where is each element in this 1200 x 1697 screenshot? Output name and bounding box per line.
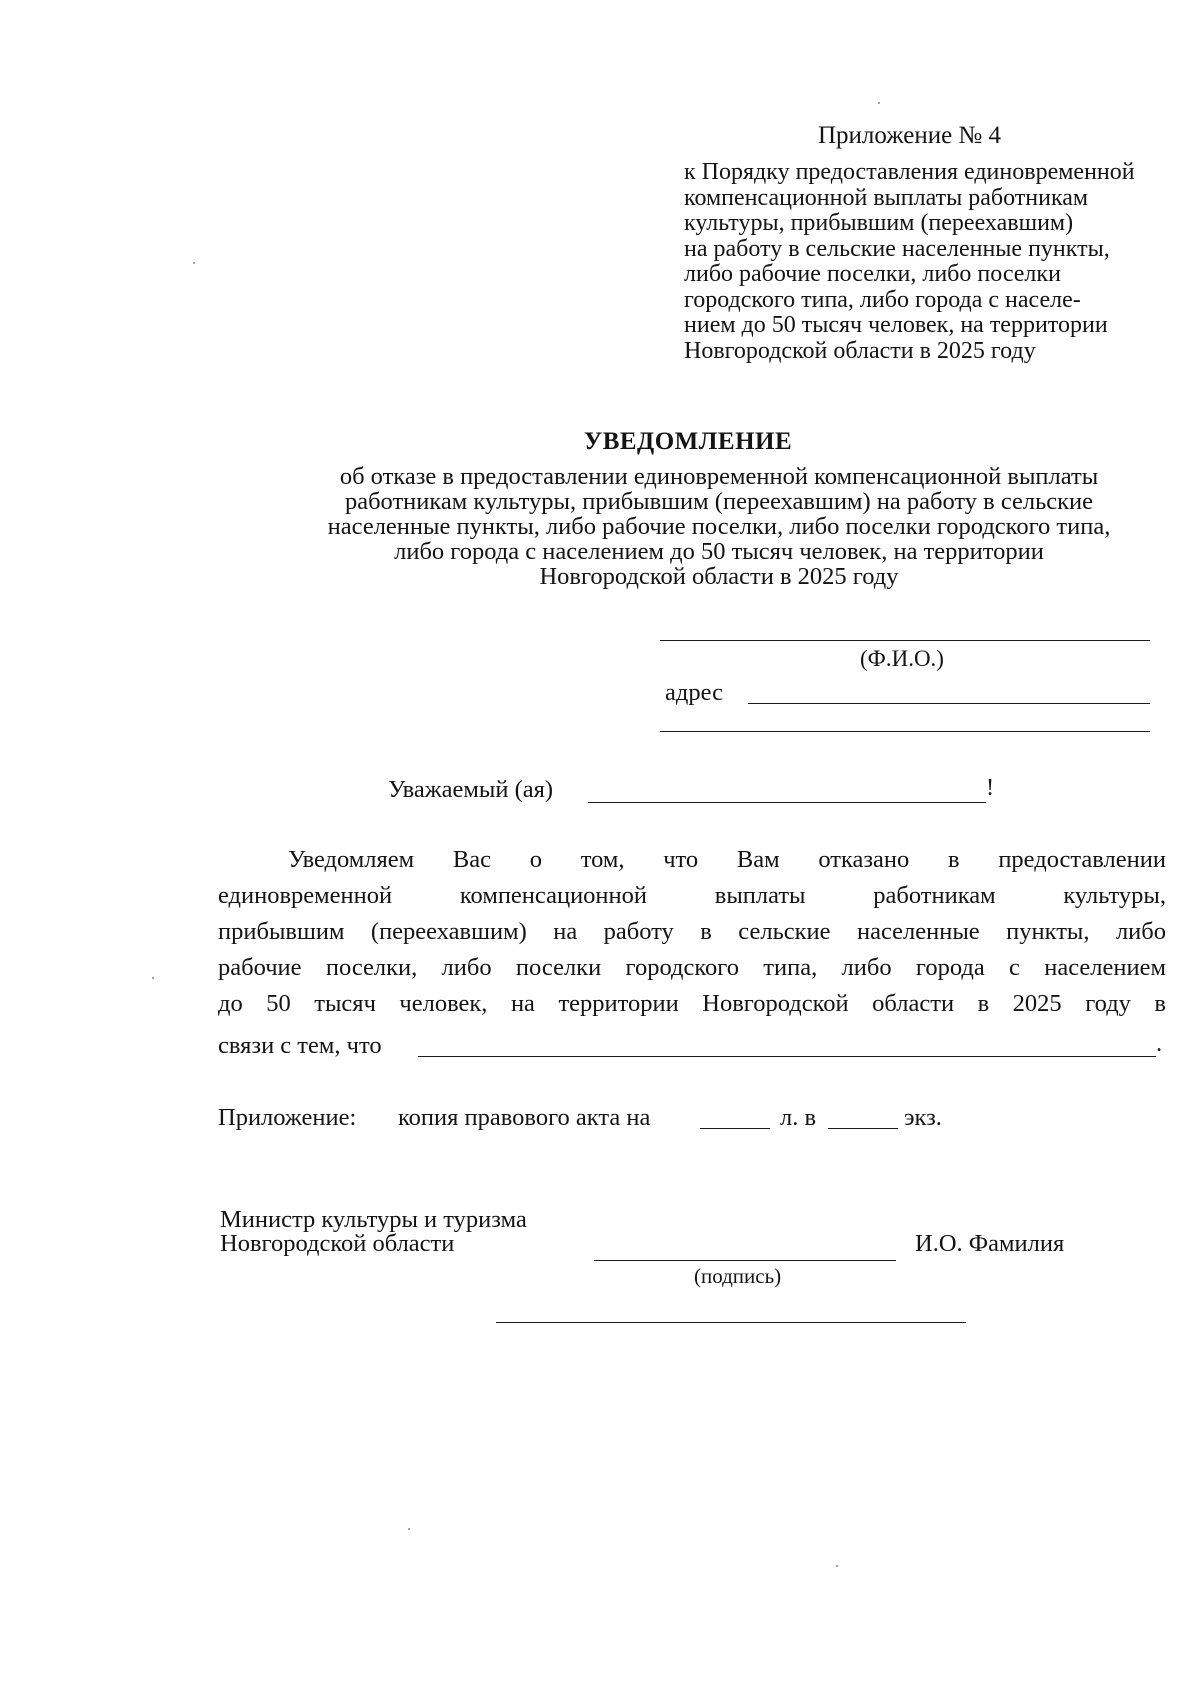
scan-speck [836,1565,838,1567]
position-line: Новгородской области [220,1230,455,1257]
bottom-rule [496,1322,966,1323]
subject-line: либо города с населением до 50 тысяч человек, на территории [394,538,1044,565]
basis-line: городского типа, либо города с населе- [684,286,1081,313]
body-line: Уведомляем Вас о том, что Вам отказано в предоставлении [288,846,1166,873]
signature-caption: (подпись) [694,1264,782,1288]
subject-line: работникам культуры, прибывшим (переехавшим) на работу в сельские [344,488,1094,515]
address-field-line-2[interactable] [660,731,1150,732]
fio-caption: (Ф.И.О.) [860,646,944,671]
document-title: УВЕДОМЛЕНИЕ [583,428,793,455]
subject-line: об отказе в предоставлении единовременной компенсационной выплаты [339,463,1099,490]
body-end-mark: . [1156,1030,1163,1057]
reason-field-line[interactable] [418,1056,1156,1057]
sheets-count-line[interactable] [700,1128,770,1129]
address-field-line[interactable] [748,703,1150,704]
basis-line: компенсационной выплаты работникам [684,184,1089,211]
copies-count-line[interactable] [828,1128,898,1129]
copies-unit: экз. [904,1104,942,1131]
basis-line: культуры, прибывшим (переехавшим) [684,210,1074,236]
body-line: до 50 тысяч человек, на территории Новгородской области в 2025 году в [218,990,1166,1017]
position-line: Министр культуры и туризма [220,1206,527,1233]
document-subject [196,464,1200,589]
signature-line[interactable] [594,1260,896,1261]
body-line: рабочие поселки, либо поселки городского типа, либо города с населением [218,954,1166,981]
notice-body [218,842,1166,1022]
scan-speck [152,977,154,979]
subject-line: населенные пункты, либо рабочие поселки, либо поселки городского типа, [327,513,1111,540]
basis-line: либо рабочие поселки, либо поселки [684,261,1061,287]
scan-speck [193,262,195,264]
address-label: адрес [665,679,723,706]
attachment-label: Приложение: [218,1104,357,1131]
signatory-name: И.О. Фамилия [915,1230,1065,1257]
greeting-label: Уважаемый (ая) [388,776,554,803]
basis-line: Новгородской области в 2025 году [684,337,1036,364]
basis-line: нием до 50 тысяч человек, на территории [684,312,1108,338]
body-last-text: связи с тем, что [218,1032,382,1059]
scan-speck [408,1528,410,1530]
greeting-name-line[interactable] [588,802,986,803]
basis-line: к Порядку предоставления единовременной [684,159,1135,185]
sheets-unit: л. в [780,1104,817,1131]
fio-field-line[interactable] [660,640,1150,641]
body-line: прибывшим (переехавшим) на работу в сельские населенные пункты, либо [218,918,1166,945]
signatory-position [220,1208,527,1256]
scan-speck [878,102,880,104]
subject-line: Новгородской области в 2025 году [539,563,899,590]
appendix-basis [684,160,1135,364]
basis-line: на работу в сельские населенные пункты, [684,235,1110,262]
appendix-number: Приложение № 4 [818,122,1002,149]
greeting-end-mark: ! [986,774,995,801]
body-line: единовременной компенсационной выплаты работникам культуры, [218,882,1166,909]
attachment-text: копия правового акта на [398,1104,651,1131]
